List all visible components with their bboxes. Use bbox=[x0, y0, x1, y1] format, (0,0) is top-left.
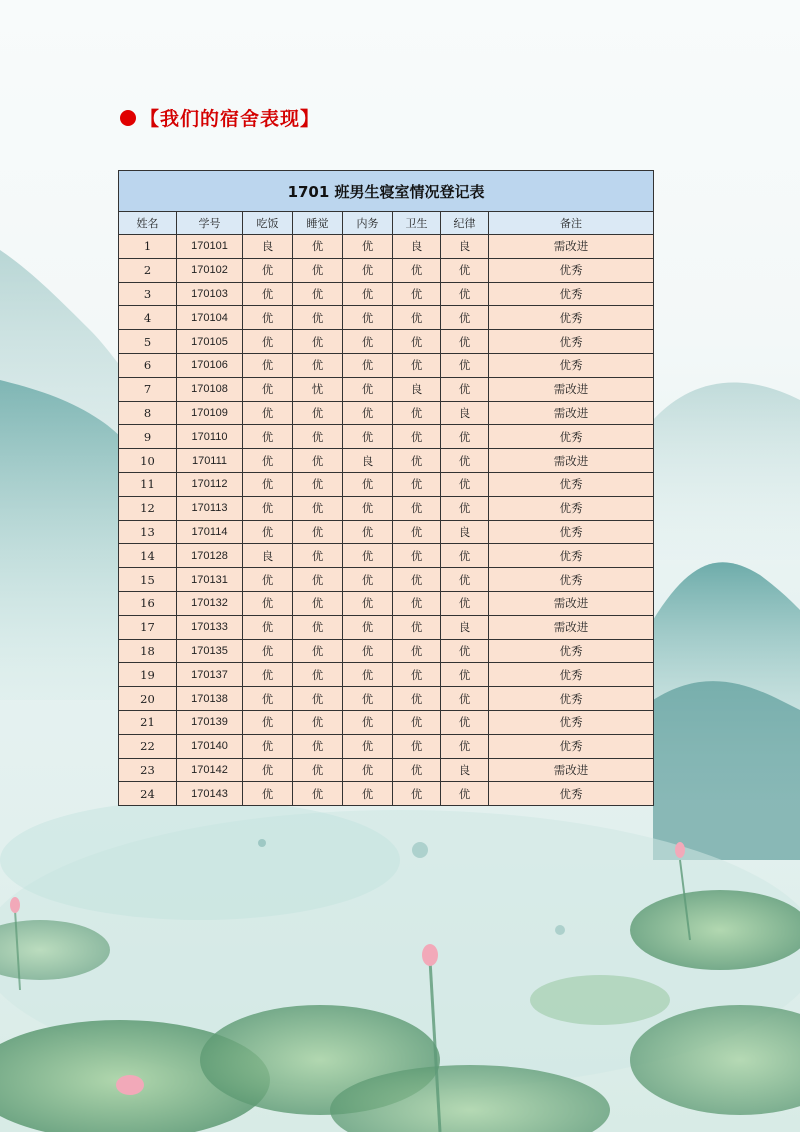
cell-sleeping: 优 bbox=[293, 449, 343, 473]
cell-eating: 优 bbox=[243, 449, 293, 473]
cell-sleeping: 优 bbox=[293, 544, 343, 568]
cell-discipline: 优 bbox=[441, 663, 489, 687]
cell-remarks: 优秀 bbox=[489, 330, 654, 354]
cell-student-id: 170137 bbox=[177, 663, 243, 687]
cell-housekeeping: 优 bbox=[343, 330, 393, 354]
cell-discipline: 优 bbox=[441, 282, 489, 306]
cell-name: 11 bbox=[119, 472, 177, 496]
cell-housekeeping: 优 bbox=[343, 758, 393, 782]
cell-eating: 优 bbox=[243, 782, 293, 806]
cell-discipline: 优 bbox=[441, 544, 489, 568]
cell-eating: 优 bbox=[243, 282, 293, 306]
cell-discipline: 优 bbox=[441, 377, 489, 401]
cell-student-id: 170131 bbox=[177, 568, 243, 592]
cell-eating: 良 bbox=[243, 235, 293, 259]
cell-eating: 优 bbox=[243, 663, 293, 687]
cell-student-id: 170113 bbox=[177, 496, 243, 520]
cell-student-id: 170140 bbox=[177, 734, 243, 758]
cell-eating: 优 bbox=[243, 520, 293, 544]
cell-sleeping: 优 bbox=[293, 782, 343, 806]
cell-discipline: 优 bbox=[441, 353, 489, 377]
cell-sleeping: 优 bbox=[293, 235, 343, 259]
cell-sleeping: 优 bbox=[293, 687, 343, 711]
cell-student-id: 170143 bbox=[177, 782, 243, 806]
cell-hygiene: 优 bbox=[393, 425, 441, 449]
cell-hygiene: 优 bbox=[393, 306, 441, 330]
cell-hygiene: 优 bbox=[393, 734, 441, 758]
cell-hygiene: 优 bbox=[393, 663, 441, 687]
cell-eating: 优 bbox=[243, 401, 293, 425]
cell-discipline: 优 bbox=[441, 568, 489, 592]
cell-hygiene: 优 bbox=[393, 449, 441, 473]
cell-student-id: 170142 bbox=[177, 758, 243, 782]
cell-name: 18 bbox=[119, 639, 177, 663]
table-body bbox=[119, 235, 654, 806]
cell-student-id: 170105 bbox=[177, 330, 243, 354]
cell-hygiene: 优 bbox=[393, 544, 441, 568]
cell-housekeeping: 优 bbox=[343, 235, 393, 259]
cell-eating: 优 bbox=[243, 496, 293, 520]
cell-eating: 优 bbox=[243, 353, 293, 377]
cell-remarks: 优秀 bbox=[489, 472, 654, 496]
cell-discipline: 优 bbox=[441, 330, 489, 354]
cell-sleeping: 优 bbox=[293, 401, 343, 425]
cell-name: 20 bbox=[119, 687, 177, 711]
cell-student-id: 170133 bbox=[177, 615, 243, 639]
cell-hygiene: 优 bbox=[393, 401, 441, 425]
cell-remarks: 优秀 bbox=[489, 282, 654, 306]
cell-sleeping: 优 bbox=[293, 520, 343, 544]
table-row bbox=[119, 544, 654, 568]
cell-housekeeping: 优 bbox=[343, 687, 393, 711]
cell-name: 13 bbox=[119, 520, 177, 544]
cell-name: 8 bbox=[119, 401, 177, 425]
table-row bbox=[119, 401, 654, 425]
cell-name: 9 bbox=[119, 425, 177, 449]
cell-discipline: 优 bbox=[441, 449, 489, 473]
table-row bbox=[119, 639, 654, 663]
cell-sleeping: 优 bbox=[293, 710, 343, 734]
table-row bbox=[119, 710, 654, 734]
cell-name: 3 bbox=[119, 282, 177, 306]
cell-eating: 优 bbox=[243, 687, 293, 711]
cell-student-id: 170128 bbox=[177, 544, 243, 568]
cell-discipline: 优 bbox=[441, 591, 489, 615]
cell-hygiene: 优 bbox=[393, 496, 441, 520]
cell-remarks: 优秀 bbox=[489, 520, 654, 544]
cell-housekeeping: 优 bbox=[343, 282, 393, 306]
section-heading bbox=[120, 104, 320, 131]
cell-eating: 优 bbox=[243, 258, 293, 282]
cell-hygiene: 优 bbox=[393, 258, 441, 282]
cell-name: 10 bbox=[119, 449, 177, 473]
cell-name: 15 bbox=[119, 568, 177, 592]
table-row bbox=[119, 734, 654, 758]
cell-housekeeping: 良 bbox=[343, 449, 393, 473]
cell-sleeping: 优 bbox=[293, 306, 343, 330]
cell-sleeping: 优 bbox=[293, 496, 343, 520]
cell-student-id: 170110 bbox=[177, 425, 243, 449]
cell-eating: 优 bbox=[243, 377, 293, 401]
cell-student-id: 170135 bbox=[177, 639, 243, 663]
table-row bbox=[119, 235, 654, 259]
cell-student-id: 170106 bbox=[177, 353, 243, 377]
cell-eating: 良 bbox=[243, 544, 293, 568]
cell-name: 19 bbox=[119, 663, 177, 687]
cell-eating: 优 bbox=[243, 615, 293, 639]
cell-remarks: 优秀 bbox=[489, 496, 654, 520]
cell-eating: 优 bbox=[243, 758, 293, 782]
table-row bbox=[119, 568, 654, 592]
cell-name: 12 bbox=[119, 496, 177, 520]
cell-housekeeping: 优 bbox=[343, 663, 393, 687]
cell-name: 14 bbox=[119, 544, 177, 568]
red-dot-icon bbox=[120, 110, 136, 126]
cell-hygiene: 优 bbox=[393, 710, 441, 734]
table-row bbox=[119, 425, 654, 449]
dorm-record-table-container bbox=[118, 170, 653, 806]
cell-sleeping: 优 bbox=[293, 591, 343, 615]
cell-sleeping: 优 bbox=[293, 330, 343, 354]
cell-housekeeping: 优 bbox=[343, 782, 393, 806]
table-row bbox=[119, 496, 654, 520]
cell-discipline: 良 bbox=[441, 520, 489, 544]
lotus-leaf bbox=[530, 975, 670, 1025]
header-discipline: 纪律 bbox=[441, 212, 489, 235]
cell-name: 24 bbox=[119, 782, 177, 806]
right-mountain-near bbox=[653, 681, 800, 860]
cell-discipline: 良 bbox=[441, 401, 489, 425]
section-heading-text: 【我们的宿舍表现】 bbox=[140, 108, 321, 130]
header-sleeping: 睡觉 bbox=[293, 212, 343, 235]
cell-student-id: 170108 bbox=[177, 377, 243, 401]
table-row bbox=[119, 782, 654, 806]
cell-eating: 优 bbox=[243, 330, 293, 354]
cell-sleeping: 优 bbox=[293, 282, 343, 306]
table-row bbox=[119, 282, 654, 306]
cell-hygiene: 优 bbox=[393, 687, 441, 711]
cell-housekeeping: 优 bbox=[343, 377, 393, 401]
cell-remarks: 优秀 bbox=[489, 782, 654, 806]
cell-hygiene: 优 bbox=[393, 568, 441, 592]
cell-hygiene: 优 bbox=[393, 615, 441, 639]
cell-remarks: 优秀 bbox=[489, 639, 654, 663]
cell-student-id: 170101 bbox=[177, 235, 243, 259]
cell-housekeeping: 优 bbox=[343, 520, 393, 544]
cell-hygiene: 优 bbox=[393, 782, 441, 806]
cell-eating: 优 bbox=[243, 425, 293, 449]
cell-housekeeping: 优 bbox=[343, 544, 393, 568]
cell-sleeping: 优 bbox=[293, 663, 343, 687]
cell-discipline: 优 bbox=[441, 734, 489, 758]
cell-hygiene: 优 bbox=[393, 472, 441, 496]
header-hygiene: 卫生 bbox=[393, 212, 441, 235]
table-row bbox=[119, 330, 654, 354]
cell-remarks: 需改进 bbox=[489, 401, 654, 425]
table-row bbox=[119, 449, 654, 473]
cell-sleeping: 优 bbox=[293, 615, 343, 639]
cell-hygiene: 优 bbox=[393, 758, 441, 782]
cell-student-id: 170109 bbox=[177, 401, 243, 425]
cell-discipline: 优 bbox=[441, 687, 489, 711]
cell-name: 2 bbox=[119, 258, 177, 282]
cell-hygiene: 优 bbox=[393, 282, 441, 306]
cell-sleeping: 优 bbox=[293, 734, 343, 758]
cell-remarks: 需改进 bbox=[489, 449, 654, 473]
cell-eating: 优 bbox=[243, 472, 293, 496]
table-row bbox=[119, 377, 654, 401]
cell-hygiene: 优 bbox=[393, 353, 441, 377]
cell-student-id: 170132 bbox=[177, 591, 243, 615]
cell-student-id: 170102 bbox=[177, 258, 243, 282]
cell-name: 17 bbox=[119, 615, 177, 639]
cell-discipline: 优 bbox=[441, 782, 489, 806]
cell-sleeping: 优 bbox=[293, 258, 343, 282]
cell-sleeping: 优 bbox=[293, 639, 343, 663]
cell-remarks: 优秀 bbox=[489, 568, 654, 592]
cell-eating: 优 bbox=[243, 306, 293, 330]
cell-remarks: 需改进 bbox=[489, 591, 654, 615]
cell-remarks: 优秀 bbox=[489, 544, 654, 568]
cell-name: 6 bbox=[119, 353, 177, 377]
table-title: 1701 班男生寝室情况登记表 bbox=[119, 171, 654, 212]
cell-sleeping: 优 bbox=[293, 353, 343, 377]
cell-name: 16 bbox=[119, 591, 177, 615]
cell-housekeeping: 优 bbox=[343, 615, 393, 639]
cell-housekeeping: 优 bbox=[343, 734, 393, 758]
table-header-row bbox=[119, 212, 654, 235]
cell-hygiene: 良 bbox=[393, 377, 441, 401]
header-housekeeping: 内务 bbox=[343, 212, 393, 235]
cell-housekeeping: 优 bbox=[343, 591, 393, 615]
cell-student-id: 170114 bbox=[177, 520, 243, 544]
table-row bbox=[119, 472, 654, 496]
table-row bbox=[119, 663, 654, 687]
dorm-record-table bbox=[118, 170, 654, 806]
cell-name: 1 bbox=[119, 235, 177, 259]
cell-student-id: 170104 bbox=[177, 306, 243, 330]
cell-remarks: 优秀 bbox=[489, 710, 654, 734]
cell-housekeeping: 优 bbox=[343, 401, 393, 425]
table-row bbox=[119, 353, 654, 377]
cell-eating: 优 bbox=[243, 710, 293, 734]
table-row bbox=[119, 758, 654, 782]
cell-sleeping: 优 bbox=[293, 568, 343, 592]
cell-name: 4 bbox=[119, 306, 177, 330]
cell-housekeeping: 优 bbox=[343, 258, 393, 282]
header-student-id: 学号 bbox=[177, 212, 243, 235]
cell-housekeeping: 优 bbox=[343, 425, 393, 449]
table-row bbox=[119, 615, 654, 639]
cell-discipline: 优 bbox=[441, 425, 489, 449]
cell-remarks: 优秀 bbox=[489, 687, 654, 711]
cell-remarks: 优秀 bbox=[489, 663, 654, 687]
cell-student-id: 170111 bbox=[177, 449, 243, 473]
cell-hygiene: 优 bbox=[393, 520, 441, 544]
cell-hygiene: 优 bbox=[393, 330, 441, 354]
cell-discipline: 优 bbox=[441, 496, 489, 520]
cell-housekeeping: 优 bbox=[343, 472, 393, 496]
cell-remarks: 优秀 bbox=[489, 353, 654, 377]
cell-name: 21 bbox=[119, 710, 177, 734]
cell-housekeeping: 优 bbox=[343, 496, 393, 520]
cell-discipline: 良 bbox=[441, 235, 489, 259]
table-row bbox=[119, 520, 654, 544]
cell-name: 5 bbox=[119, 330, 177, 354]
cell-remarks: 需改进 bbox=[489, 377, 654, 401]
cell-discipline: 优 bbox=[441, 258, 489, 282]
cell-housekeeping: 优 bbox=[343, 353, 393, 377]
cell-sleeping: 优 bbox=[293, 425, 343, 449]
header-eating: 吃饭 bbox=[243, 212, 293, 235]
cell-eating: 优 bbox=[243, 568, 293, 592]
cell-remarks: 需改进 bbox=[489, 758, 654, 782]
cell-housekeeping: 优 bbox=[343, 568, 393, 592]
cell-eating: 优 bbox=[243, 591, 293, 615]
cell-sleeping: 优 bbox=[293, 472, 343, 496]
header-name: 姓名 bbox=[119, 212, 177, 235]
table-row bbox=[119, 258, 654, 282]
cell-name: 22 bbox=[119, 734, 177, 758]
cell-remarks: 优秀 bbox=[489, 306, 654, 330]
cell-discipline: 优 bbox=[441, 306, 489, 330]
cell-discipline: 良 bbox=[441, 758, 489, 782]
cell-remarks: 需改进 bbox=[489, 235, 654, 259]
cell-eating: 优 bbox=[243, 639, 293, 663]
cell-name: 7 bbox=[119, 377, 177, 401]
header-remarks: 备注 bbox=[489, 212, 654, 235]
cell-hygiene: 优 bbox=[393, 591, 441, 615]
cell-housekeeping: 优 bbox=[343, 639, 393, 663]
cell-remarks: 优秀 bbox=[489, 258, 654, 282]
cell-eating: 优 bbox=[243, 734, 293, 758]
cell-name: 23 bbox=[119, 758, 177, 782]
cell-student-id: 170138 bbox=[177, 687, 243, 711]
cell-remarks: 优秀 bbox=[489, 425, 654, 449]
table-row bbox=[119, 306, 654, 330]
cell-sleeping: 优 bbox=[293, 758, 343, 782]
cell-student-id: 170103 bbox=[177, 282, 243, 306]
cell-discipline: 优 bbox=[441, 710, 489, 734]
table-row bbox=[119, 687, 654, 711]
cell-housekeeping: 优 bbox=[343, 710, 393, 734]
cell-student-id: 170112 bbox=[177, 472, 243, 496]
cell-remarks: 优秀 bbox=[489, 734, 654, 758]
cell-hygiene: 良 bbox=[393, 235, 441, 259]
right-mountain-far bbox=[653, 383, 800, 560]
cell-student-id: 170139 bbox=[177, 710, 243, 734]
cell-remarks: 需改进 bbox=[489, 615, 654, 639]
cell-housekeeping: 优 bbox=[343, 306, 393, 330]
cell-discipline: 优 bbox=[441, 472, 489, 496]
cell-hygiene: 优 bbox=[393, 639, 441, 663]
cell-sleeping: 忧 bbox=[293, 377, 343, 401]
table-row bbox=[119, 591, 654, 615]
cell-discipline: 良 bbox=[441, 615, 489, 639]
cell-discipline: 优 bbox=[441, 639, 489, 663]
